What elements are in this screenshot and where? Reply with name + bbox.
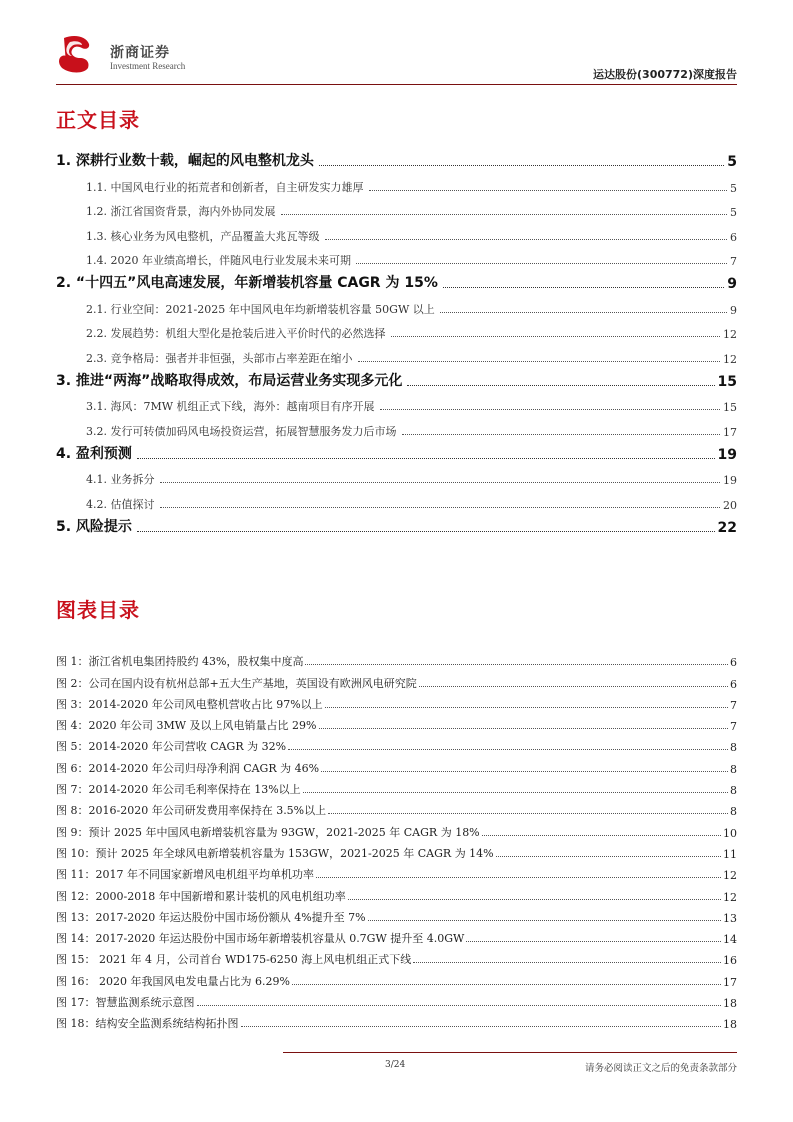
figure-entry-page: 7 xyxy=(730,720,737,734)
toc-entry-title: 4. 盈利预测 xyxy=(56,445,132,462)
toc-entry-title: 2. “十四五”风电高速发展，年新增装机容量 CAGR 为 15% xyxy=(56,275,438,291)
figure-list-entry[interactable] xyxy=(56,733,737,754)
disclaimer-text: 请务必阅读正文之后的免责条款部分 xyxy=(584,1063,737,1074)
dot-leader xyxy=(356,263,727,264)
figure-entry-title: 图 18：结构安全监测系统结构拓扑图 xyxy=(56,1017,239,1031)
figure-entry-title: 图 12：2000-2018 年中国新增和累计装机的风电机组功率 xyxy=(56,889,346,903)
figure-list xyxy=(56,648,737,1031)
toc-entry-page: 12 xyxy=(723,328,737,341)
toc-section-entry[interactable] xyxy=(56,170,737,195)
figure-entry-page: 6 xyxy=(730,677,737,691)
dot-leader xyxy=(402,434,721,435)
figure-list-entry[interactable] xyxy=(56,669,737,690)
toc-entry-title: 4.1. 业务拆分 xyxy=(86,473,155,486)
toc-entry-page: 22 xyxy=(717,519,737,536)
figure-list-entry[interactable] xyxy=(56,648,737,669)
figure-entry-page: 7 xyxy=(730,698,737,712)
dot-leader xyxy=(325,707,728,708)
figure-entry-title: 图 17：智慧监测系统示意图 xyxy=(56,996,195,1010)
figure-list-entry[interactable] xyxy=(56,967,737,988)
dot-leader xyxy=(137,531,715,532)
figure-entry-title: 图 16： 2020 年我国风电发电量占比为 6.29% xyxy=(56,974,290,988)
report-identifier: 运达股份(300772)深度报告 xyxy=(593,68,737,81)
figure-entry-title: 图 15： 2021 年 4 月，公司首台 WD175-6250 海上风电机组正式下线 xyxy=(56,953,412,967)
figure-list-entry[interactable] xyxy=(56,946,737,967)
toc-entry-page: 19 xyxy=(723,474,737,487)
dot-leader xyxy=(160,507,721,508)
toc-entry-title: 1.3. 核心业务为风电整机，产品覆盖大兆瓦等级 xyxy=(86,229,320,243)
toc-section-entry[interactable] xyxy=(56,487,737,512)
toc-entry-page: 19 xyxy=(717,446,737,463)
dot-leader xyxy=(319,165,724,166)
dot-leader xyxy=(391,336,721,337)
toc-section-entry[interactable] xyxy=(56,317,737,342)
toc-entry-title: 2.3. 竞争格局：强者并非恒强，头部市占率差距在缩小 xyxy=(86,351,353,365)
footer-divider xyxy=(283,1052,737,1053)
dot-leader xyxy=(305,664,728,665)
figure-entry-page: 6 xyxy=(730,656,737,670)
figure-entry-page: 14 xyxy=(723,933,737,947)
toc-entry-page: 15 xyxy=(717,373,737,390)
toc-entry-title: 3. 推进“两海”战略取得成效，布局运营业务实现多元化 xyxy=(56,372,403,389)
toc-entry-title: 1.1. 中国风电行业的拓荒者和创新者，自主研发实力雄厚 xyxy=(86,180,364,194)
figure-entry-title: 图 2：公司在国内设有杭州总部+五大生产基地，英国设有欧洲风电研究院 xyxy=(56,676,417,690)
toc-entry-page: 12 xyxy=(723,352,737,366)
figure-entry-page: 18 xyxy=(723,997,737,1011)
dot-leader xyxy=(419,686,728,687)
toc-entry-title: 3.1. 海风：7MW 机组正式下线，海外：越南项目有序开展 xyxy=(86,400,375,413)
figure-list-entry[interactable] xyxy=(56,754,737,775)
dot-leader xyxy=(407,385,714,386)
figure-list-entry[interactable] xyxy=(56,861,737,882)
figure-entry-page: 13 xyxy=(723,911,737,925)
dot-leader xyxy=(316,877,721,878)
figure-entry-page: 10 xyxy=(723,826,737,840)
toc-section-entry[interactable] xyxy=(56,219,737,244)
toc-chapter-entry[interactable] xyxy=(56,366,737,390)
toc-chapter-entry[interactable] xyxy=(56,146,737,170)
dot-leader xyxy=(281,214,728,215)
toc-section-entry[interactable] xyxy=(56,463,737,488)
figure-entry-page: 8 xyxy=(730,805,737,819)
figure-entry-page: 16 xyxy=(723,954,737,968)
brand-name-en: Investment Research xyxy=(110,61,186,71)
toc-title: 正文目录 xyxy=(56,108,140,132)
figure-list-entry[interactable] xyxy=(56,712,737,733)
dot-leader xyxy=(380,409,720,410)
dot-leader xyxy=(440,312,727,313)
toc-entry-title: 4.2. 估值探讨 xyxy=(86,497,155,511)
toc-entry-page: 5 xyxy=(730,206,737,219)
toc-section-entry[interactable] xyxy=(56,195,737,220)
figure-list-entry[interactable] xyxy=(56,904,737,925)
dot-leader xyxy=(137,458,715,459)
figure-entry-title: 图 4：2020 年公司 3MW 及以上风电销量占比 29% xyxy=(56,719,317,733)
dot-leader xyxy=(328,813,728,814)
toc-chapter-entry[interactable] xyxy=(56,268,737,292)
figure-entry-title: 图 10：预计 2025 年全球风电新增装机容量为 153GW，2021-2025 年 CAGR 为 14% xyxy=(56,846,494,860)
toc-entry-page: 9 xyxy=(727,276,737,292)
toc-entry-title: 1.2. 浙江省国资背景，海内外协同发展 xyxy=(86,205,276,218)
figure-list-entry[interactable] xyxy=(56,882,737,903)
figure-entry-title: 图 9：预计 2025 年中国风电新增装机容量为 93GW，2021-2025 年 CAGR 为 18% xyxy=(56,825,480,839)
toc-section-entry[interactable] xyxy=(56,390,737,415)
toc-entry-title: 2.1. 行业空间：2021-2025 年中国风电年均新增装机容量 50GW 以上 xyxy=(86,302,435,316)
dot-leader xyxy=(325,239,728,240)
figure-entry-title: 图 7：2014-2020 年公司毛利率保持在 13%以上 xyxy=(56,783,301,797)
toc-entry-page: 17 xyxy=(723,425,737,439)
dot-leader xyxy=(319,728,729,729)
brand-name-cn: 浙商证券 xyxy=(110,45,170,61)
dot-leader xyxy=(482,835,721,836)
dot-leader xyxy=(348,899,721,900)
figure-entry-title: 图 8：2016-2020 年公司研发费用率保持在 3.5%以上 xyxy=(56,804,327,818)
toc-section-entry[interactable] xyxy=(56,244,737,269)
figure-entry-page: 8 xyxy=(730,784,737,798)
dot-leader xyxy=(443,287,724,288)
figure-entry-page: 8 xyxy=(730,741,737,755)
toc-entry-page: 5 xyxy=(730,181,737,195)
toc-section-entry[interactable] xyxy=(56,292,737,317)
dot-leader xyxy=(368,920,721,921)
figure-list-entry[interactable] xyxy=(56,989,737,1010)
toc-entry-page: 9 xyxy=(730,303,737,317)
toc-chapter-entry[interactable] xyxy=(56,512,737,536)
dot-leader xyxy=(358,361,721,362)
figure-entry-title: 图 13：2017-2020 年运达股份中国市场份额从 4%提升至 7% xyxy=(56,910,366,924)
toc-entry-title: 2.2. 发展趋势：机组大型化是抢装后进入平价时代的必然选择 xyxy=(86,327,386,340)
figure-entry-title: 图 11：2017 年不同国家新增风电机组平均单机功率 xyxy=(56,868,314,882)
dot-leader xyxy=(160,482,721,483)
figure-list-entry[interactable] xyxy=(56,840,737,861)
table-of-contents xyxy=(56,146,737,536)
figure-entry-page: 17 xyxy=(723,975,737,989)
page-header xyxy=(56,34,737,84)
figure-list-entry[interactable] xyxy=(56,797,737,818)
figure-list-entry[interactable] xyxy=(56,925,737,946)
dot-leader xyxy=(466,941,721,942)
toc-entry-page: 7 xyxy=(730,255,737,268)
figure-entry-page: 11 xyxy=(723,847,737,861)
toc-entry-title: 1. 深耕行业数十载，崛起的风电整机龙头 xyxy=(56,153,314,169)
figure-list-entry[interactable] xyxy=(56,818,737,839)
toc-entry-page: 15 xyxy=(723,401,737,414)
dot-leader xyxy=(413,962,721,963)
figure-list-entry[interactable] xyxy=(56,691,737,712)
dot-leader xyxy=(303,792,728,793)
figure-entry-title: 图 1：浙江省机电集团持股约 43%，股权集中度高 xyxy=(56,655,304,669)
toc-entry-title: 1.4. 2020 年业绩高增长，伴随风电行业发展未来可期 xyxy=(86,254,351,267)
dot-leader xyxy=(197,1005,722,1006)
brand-logo-icon xyxy=(56,34,92,74)
dot-leader xyxy=(288,749,728,750)
dot-leader xyxy=(321,771,728,772)
figure-entry-title: 图 14：2017-2020 年运达股份中国市场年新增装机容量从 0.7GW 提升至 4.0GW xyxy=(56,932,465,946)
figure-list-title: 图表目录 xyxy=(56,598,140,622)
toc-entry-title: 3.2. 发行可转债加码风电场投资运营，拓展智慧服务发力后市场 xyxy=(86,424,397,438)
figure-entry-page: 12 xyxy=(723,890,737,904)
toc-entry-page: 5 xyxy=(727,154,737,170)
toc-entry-page: 6 xyxy=(730,230,737,244)
figure-entry-title: 图 5：2014-2020 年公司营收 CAGR 为 32% xyxy=(56,740,287,754)
toc-chapter-entry[interactable] xyxy=(56,439,737,463)
figure-entry-page: 18 xyxy=(723,1018,737,1032)
page-number: 3/24 xyxy=(385,1060,406,1070)
toc-entry-page: 20 xyxy=(723,498,737,512)
figure-list-entry[interactable] xyxy=(56,776,737,797)
figure-entry-page: 12 xyxy=(723,869,737,883)
dot-leader xyxy=(369,190,728,191)
dot-leader xyxy=(241,1026,722,1027)
toc-section-entry[interactable] xyxy=(56,341,737,366)
figure-entry-title: 图 6：2014-2020 年公司归母净利润 CAGR 为 46% xyxy=(56,761,320,775)
toc-section-entry[interactable] xyxy=(56,414,737,439)
dot-leader xyxy=(292,984,721,985)
header-divider xyxy=(56,84,737,85)
figure-list-entry[interactable] xyxy=(56,1010,737,1031)
figure-entry-page: 8 xyxy=(730,762,737,776)
toc-entry-title: 5. 风险提示 xyxy=(56,518,132,535)
figure-entry-title: 图 3：2014-2020 年公司风电整机营收占比 97%以上 xyxy=(56,697,323,711)
dot-leader xyxy=(496,856,721,857)
